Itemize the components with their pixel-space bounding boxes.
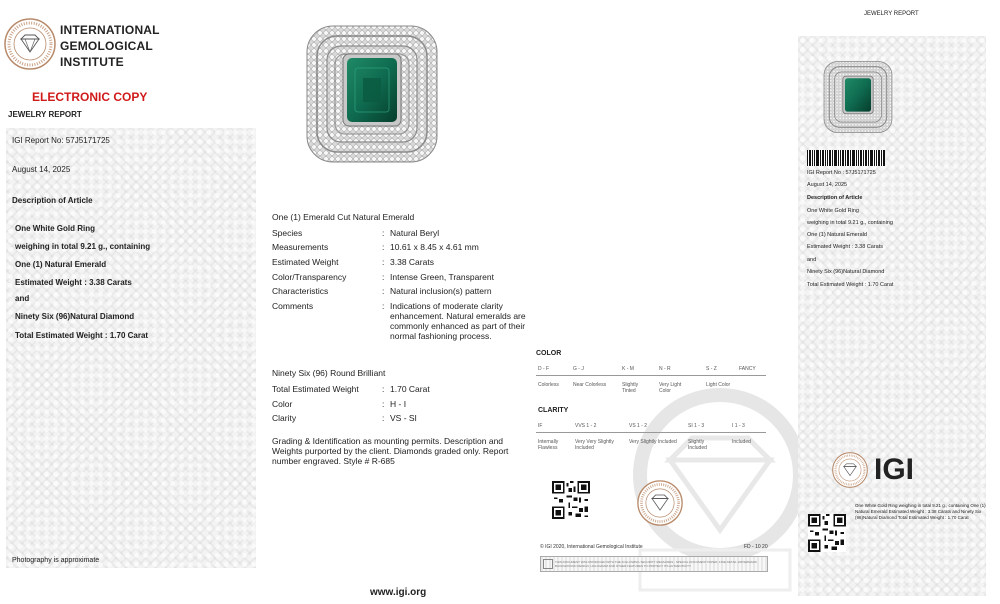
description-line: and <box>15 294 30 303</box>
ring-thumbnail <box>823 60 893 134</box>
igi-seal-icon <box>637 480 683 526</box>
description-line: Ninety Six (96)Natural Diamond <box>15 312 135 321</box>
clarity-grade: VS 1 - 2 <box>629 423 648 429</box>
qr-code-icon <box>552 481 590 519</box>
right-detail-line: IGI Report No : 57J5171725 <box>807 170 876 176</box>
ring-photo <box>305 24 439 164</box>
website-link[interactable]: www.igi.org <box>370 587 427 598</box>
right-summary-text: One White Gold Ring weighing in total 9.21 g., containing One (1) Natural Emerald Estimated Weight : 3.38 Carats and Ninety Six (96)Natural Diamond Total Estimated Weight : 1.70 Carat <box>855 503 986 520</box>
color-grade: N - R <box>659 366 671 372</box>
clarity-grade: VVS 1 - 2 <box>575 423 597 429</box>
right-detail-line: August 14, 2025 <box>807 182 848 188</box>
clarity-desc: Very Very Slightly Included <box>575 439 614 451</box>
right-detail-line: and <box>807 257 817 263</box>
description-line: One White Gold Ring <box>15 224 95 233</box>
right-detail-line: Ninety Six (96)Natural Diamond <box>807 269 885 275</box>
copyright: © IGI 2020, International Gemological Institute <box>540 544 643 550</box>
report-number: IGI Report No: 57J5171725 <box>12 136 110 145</box>
color-desc: Colorless <box>538 382 559 388</box>
clarity-desc: Internally Flawless <box>538 439 559 451</box>
igi-seal-icon <box>4 18 56 70</box>
right-detail-line: Description of Article <box>807 195 863 201</box>
color-grade: K - M <box>622 366 634 372</box>
grading-note: Grading & Identification as mounting permits. Description and Weights purported by the client. Diamonds graded only. Report number engraved. Style # R-685 <box>272 436 509 466</box>
color-grade: D - F <box>538 366 550 372</box>
description-line: One (1) Natural Emerald <box>15 260 107 269</box>
emerald-heading: One (1) Emerald Cut Natural Emerald <box>272 212 415 222</box>
clarity-desc: Very Slightly Included <box>629 439 677 445</box>
right-detail-line: Total Estimated Weight : 1.70 Carat <box>807 282 894 288</box>
left-description-panel <box>6 128 256 568</box>
photography-note: Photography is approximate <box>12 557 100 564</box>
right-report-title: JEWELRY REPORT <box>864 11 919 17</box>
color-desc: Very Light Color <box>659 382 682 394</box>
clarity-grade: IF <box>538 423 543 429</box>
barcode-icon <box>807 150 885 166</box>
igi-logo-text: IGI <box>874 453 915 486</box>
clarity-scale-title: CLARITY <box>538 407 569 414</box>
scale-divider <box>536 375 766 376</box>
color-desc: Near Colorless <box>573 382 607 388</box>
scale-divider <box>536 432 766 433</box>
right-detail-line: One White Gold Ring <box>807 208 859 214</box>
security-text: THIS DOCUMENT WAS PRODUCED WITH THE FOLLOWING SECURITY MEASURES - SPECIAL DOCUMENT PAPER, FINE DETAIL WATERMARK BACKGROUND DESIGN, HOLOGRAM AND OTHER FEATURES TO PROTECT ITS AUTHENTICITY <box>555 560 757 568</box>
qr-code-icon <box>808 514 846 552</box>
description-line: Total Estimated Weight : 1.70 Carat <box>15 331 149 340</box>
description-line: weighing in total 9.21 g., containing <box>15 242 151 251</box>
security-strip <box>540 556 768 572</box>
form-code: FD - 10 20 <box>744 544 768 550</box>
report-date: August 14, 2025 <box>12 165 71 174</box>
color-grade: FANCY <box>739 366 756 372</box>
electronic-copy-label: ELECTRONIC COPY <box>32 90 148 104</box>
org-name: INTERNATIONAL GEMOLOGICAL INSTITUTE <box>60 23 160 69</box>
igi-seal-icon <box>832 452 868 488</box>
right-detail-line: weighing in total 9.21 g., containing <box>807 220 893 226</box>
igi-logo <box>832 452 922 488</box>
right-detail-line: Estimated Weight : 3.38 Carats <box>807 244 884 250</box>
color-grade: G - J <box>573 366 584 372</box>
left-header <box>0 0 258 90</box>
right-detail-line: One (1) Natural Emerald <box>807 232 867 238</box>
clarity-grade: SI 1 - 3 <box>688 423 705 429</box>
clarity-desc: Slightly Included <box>688 439 707 451</box>
report-title: JEWELRY REPORT <box>8 110 82 119</box>
clarity-grade: I 1 - 3 <box>732 423 745 429</box>
color-desc: Slightly Tinted <box>622 382 639 394</box>
color-grade: S - Z <box>706 366 717 372</box>
description-heading: Description of Article <box>12 196 93 205</box>
color-scale-title: COLOR <box>536 350 562 357</box>
clarity-desc: Included <box>732 439 751 445</box>
color-desc: Light Color <box>706 382 731 388</box>
diamond-heading: Ninety Six (96) Round Brilliant <box>272 368 386 378</box>
security-icon <box>543 559 553 569</box>
description-line: Estimated Weight : 3.38 Carats <box>15 278 132 287</box>
